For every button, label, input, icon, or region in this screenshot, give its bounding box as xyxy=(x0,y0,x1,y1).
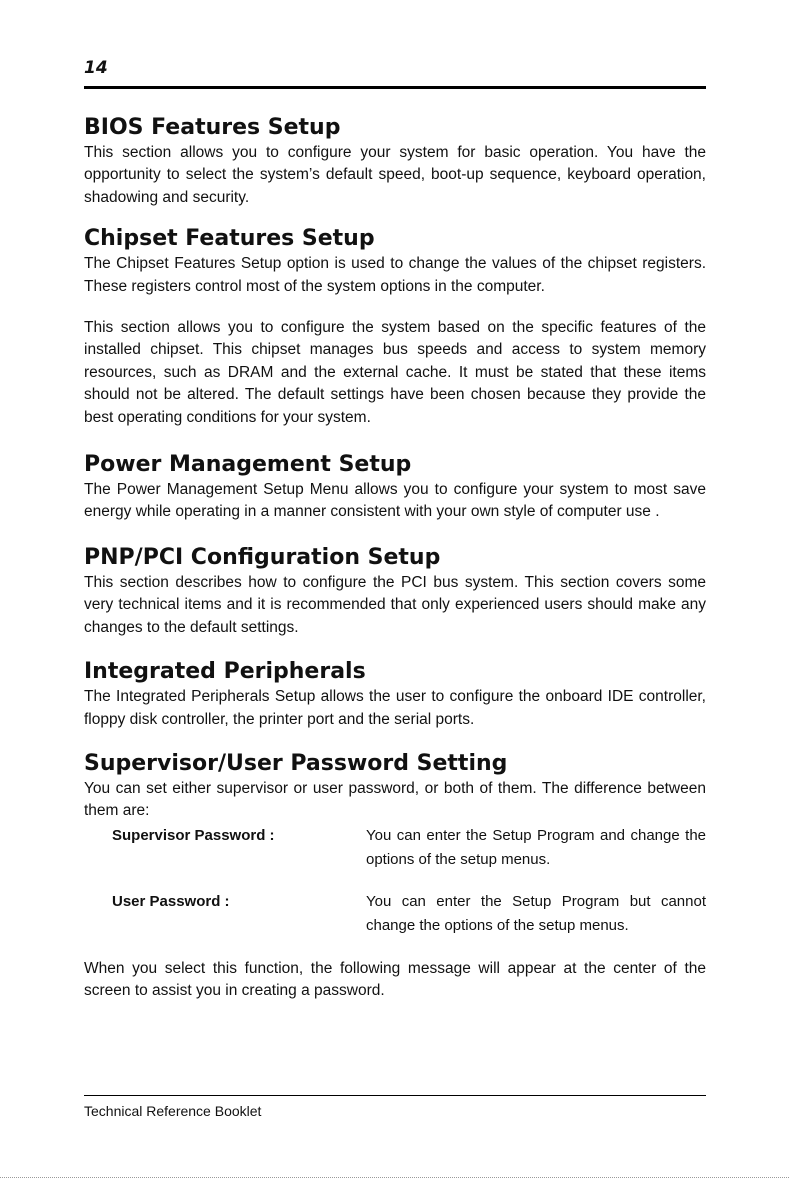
section-paragraph: The Chipset Features Setup option is used to change the values of the chipset registers. These registers control most of the system options in the computer. xyxy=(84,255,706,295)
closing-paragraph: When you select this function, the following message will appear at the center of the screen to assist you in creating a password. xyxy=(84,959,706,1000)
section-title: Chipset Features Setup xyxy=(84,226,375,252)
section-title: PNP/PCI Configuration Setup xyxy=(84,544,441,570)
section-pnp-pci xyxy=(84,544,706,639)
section-bios-features xyxy=(84,114,706,209)
definition-row xyxy=(112,824,706,872)
password-definitions xyxy=(112,824,706,938)
definition-description: You can enter the Setup Program but cannot change the options of the setup menus. xyxy=(366,892,706,934)
footer-text: Technical Reference Booklet xyxy=(84,1103,262,1119)
section-power-management xyxy=(84,451,706,524)
section-paragraph: This section allows you to configure the system based on the specific features of the installed chipset. This chipset manages bus speeds and access to system memory resources, such as DRAM and the external cache. It must be stated that these items should not be altered. The default settings have been chosen because they provide the best operating conditions for your system. xyxy=(84,319,706,426)
definition-term: Supervisor Password : xyxy=(112,826,275,844)
section-chipset-features xyxy=(84,225,706,429)
section-paragraph: You can set either supervisor or user password, or both of them. The difference between them are: xyxy=(84,779,706,820)
section-integrated-peripherals xyxy=(84,658,706,731)
section-paragraph: This section allows you to configure your system for basic operation. You have the opportunity to select the system’s default speed, boot-up sequence, keyboard operation, shadowing and security. xyxy=(84,144,706,206)
definition-term: User Password : xyxy=(112,892,230,910)
section-title: Supervisor/User Password Setting xyxy=(84,750,508,776)
section-password-setting xyxy=(84,750,706,1003)
definition-description: You can enter the Setup Program and change the options of the setup menus. xyxy=(366,826,706,868)
header-rule xyxy=(84,86,706,89)
definition-row xyxy=(112,890,706,938)
section-title: BIOS Features Setup xyxy=(84,115,341,140)
section-title: Integrated Peripherals xyxy=(84,659,366,685)
section-paragraph: This section describes how to configure the PCI bus system. This section covers some very technical items and it is recommended that only experienced users should make any changes to the default settings. xyxy=(84,573,706,636)
section-title: Power Management Setup xyxy=(84,452,412,478)
bottom-divider xyxy=(0,1177,789,1178)
section-paragraph: The Integrated Peripherals Setup allows the user to configure the onboard IDE controller, floppy disk controller, the printer port and the serial ports. xyxy=(84,688,706,728)
page-number: 14 xyxy=(84,58,108,78)
page-footer xyxy=(84,1095,706,1120)
section-paragraph: The Power Management Setup Menu allows you to configure your system to most save energy while operating in a manner consistent with your own style of computer use . xyxy=(84,481,706,521)
manual-page xyxy=(84,56,706,1003)
